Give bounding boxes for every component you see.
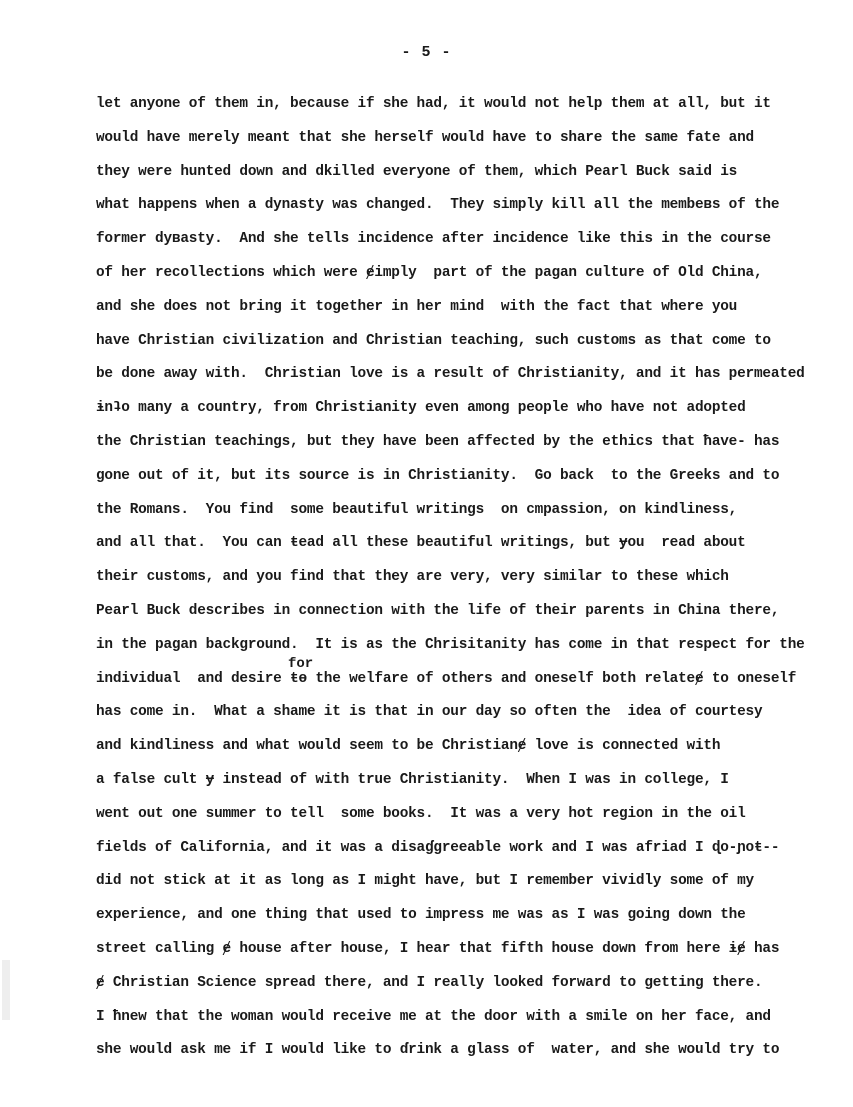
text-line: of her recollections which were ɇimply part of the pagan culture of Old China,: [96, 264, 763, 281]
body-text: [96, 94, 816, 1074]
text-line: has come in. What a shame it is that in our day so often the idea of courtesy: [96, 704, 763, 721]
text-line: experience, and one thing that used to impress me was as I was going down the: [96, 907, 746, 924]
text-line: have Christian civilization and Christian teaching, such customs as that come to: [96, 332, 771, 349]
text-line: former dyʙasty. And she tells incidence after incidence like this in the course: [96, 231, 771, 248]
text-line: I ħnew that the woman would receive me at the door with a smile on her face, and: [96, 1008, 771, 1025]
text-line: street calling ɇ house after house, I hear that fifth house down from here ɨɇ has: [96, 940, 780, 957]
text-line: the Christian teachings, but they have been affected by the ethics that ħave- has: [96, 433, 780, 450]
text-line: their customs, and you find that they are very, very similar to these which: [96, 569, 729, 586]
text-line: they were hunted down and dkilled everyone of them, which Pearl Buck said is: [96, 163, 738, 180]
text-line: and kindliness and what would seem to be Christianɇ love is connected with: [96, 738, 721, 755]
text-line: in the pagan background. It is as the Chrisitanity has come in that respect for the: [96, 636, 805, 653]
text-line: be done away with. Christian love is a result of Christianity, and it has permeated: [96, 366, 805, 383]
text-line: did not stick at it as long as I might have, but I remember vividly some of my: [96, 873, 754, 890]
text-line: the Romans. You find some beautiful writings on cmpassion, on kindliness,: [96, 501, 738, 518]
text-line: ɨnʇo many a country, from Christianity even among people who have not adopted: [96, 400, 746, 417]
text-line: gone out of it, but its source is in Christianity. Go back to the Greeks and to: [96, 467, 780, 484]
text-line: ɇ Christian Science spread there, and I really looked forward to getting there.: [96, 974, 763, 991]
text-line: Pearl Buck describes in connection with the life of their parents in China there,: [96, 602, 780, 619]
text-line: fields of California, and it was a disaɠgreeable work and I was afriad I ɖo-ɲoŧ--: [96, 839, 780, 856]
text-line: a false cult ɏ instead of with true Christianity. When I was in college, I: [96, 771, 729, 788]
text-line: would have merely meant that she herself would have to share the same fate and: [96, 129, 754, 146]
margin-mark: [2, 960, 10, 1020]
text-line: went out one summer to tell some books. It was a very hot region in the oil: [96, 805, 746, 822]
text-line: individual and desire ŧɵ the welfare of others and oneself both relateɇ to oneself: [96, 670, 797, 687]
text-line: let anyone of them in, because if she had, it would not help them at all, but it: [96, 96, 771, 112]
page-number: - 5 -: [401, 44, 452, 61]
text-line: she would ask me if I would like to ɗrink a glass of water, and she would try to: [96, 1042, 780, 1059]
text-line: and she does not bring it together in her mind with the fact that where you: [96, 298, 738, 315]
text-line: what happens when a dynasty was changed. They simply kill all the membeʙs of the: [96, 197, 780, 214]
handwritten-insertion: for: [288, 656, 314, 672]
text-line: and all that. You can ŧead all these beautiful writings, but ɏou read about: [96, 535, 746, 552]
